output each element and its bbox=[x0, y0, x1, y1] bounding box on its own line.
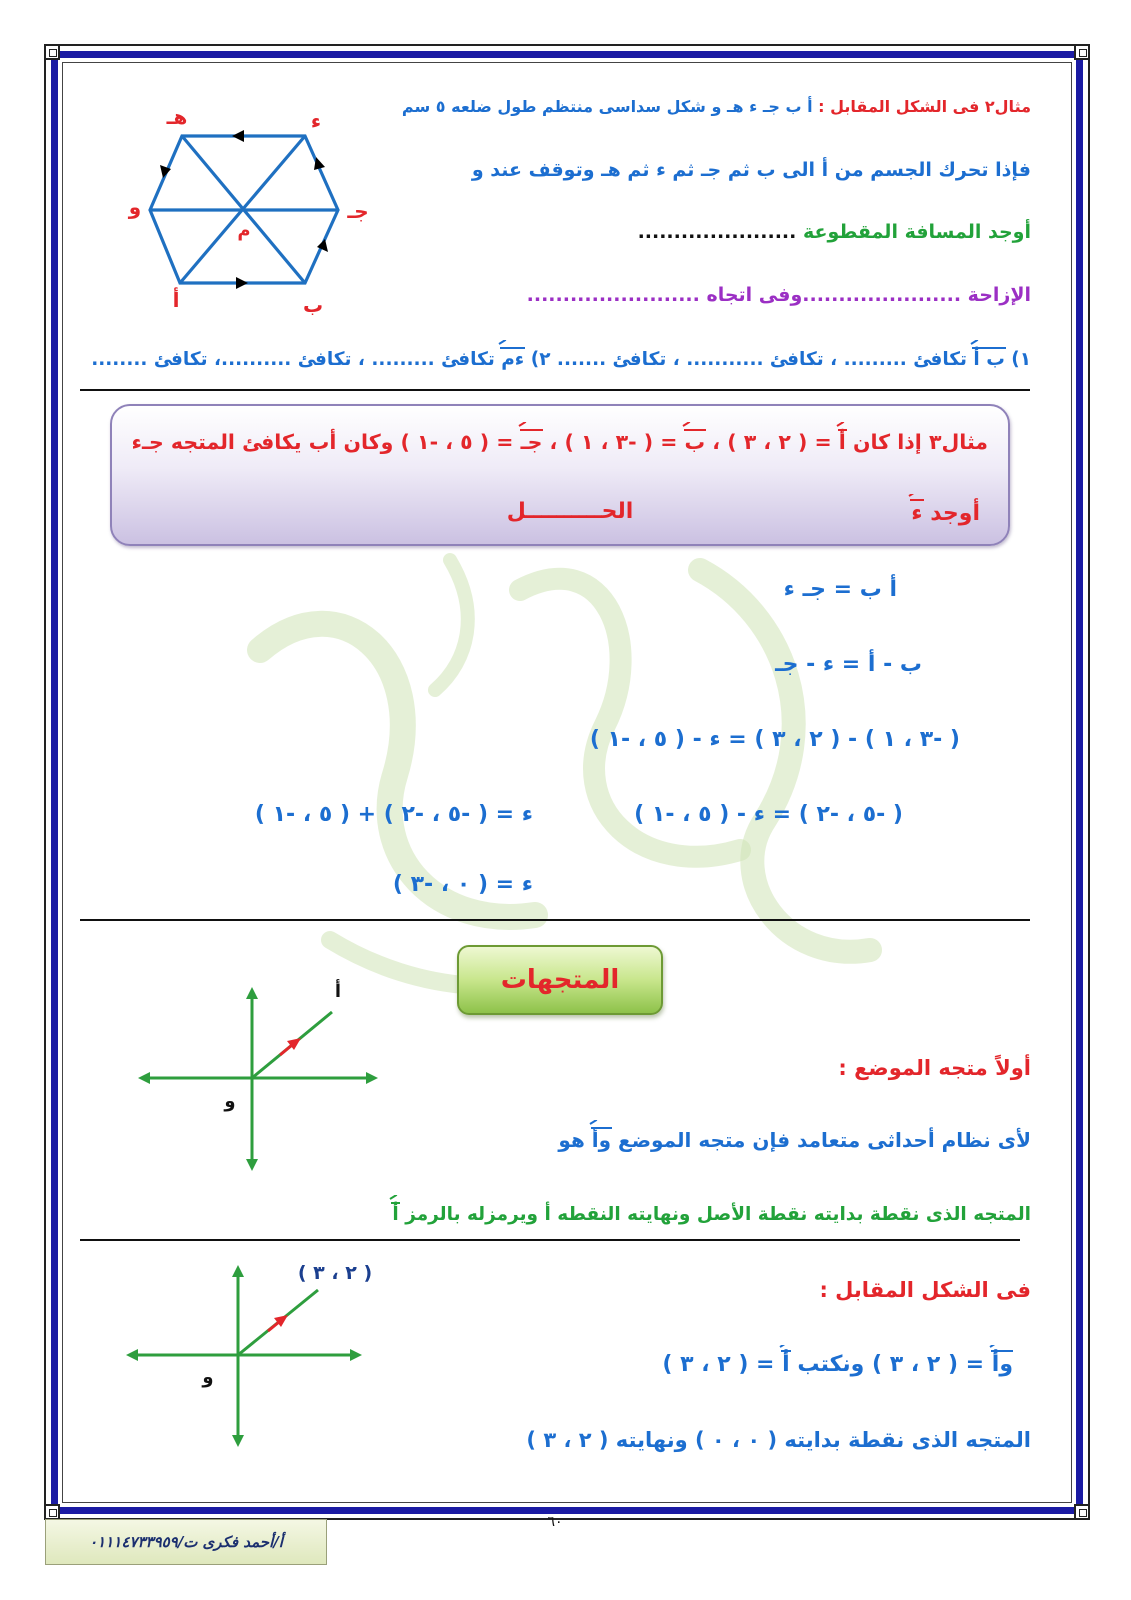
section-title-vectors: المتجهات bbox=[457, 945, 663, 1015]
example3-find bbox=[772, 494, 980, 534]
y-axis-arrowhead bbox=[246, 987, 258, 999]
example-figure-heading: فى الشكل المقابل : bbox=[819, 1278, 1031, 1302]
question1-vector: ب أ bbox=[973, 349, 1005, 370]
equation-value: = ( ٢ ، ٣ ) bbox=[872, 1352, 992, 1377]
definition-vector: وأ bbox=[591, 1128, 612, 1152]
equation-value: = ( ٢ ، ٣ ) bbox=[662, 1352, 783, 1377]
solution-step-6: ء = ( ٠ ، -٣ ) bbox=[392, 872, 533, 897]
hexagon-figure bbox=[120, 100, 380, 320]
position-vector-definition bbox=[420, 1120, 1031, 1160]
vector-b-value: = ( -٣ ، ١ ) ، bbox=[542, 430, 685, 454]
vertex-label-b: ب bbox=[302, 293, 324, 317]
vertex-label-d: ء bbox=[310, 109, 322, 133]
x-axis-arrowhead bbox=[138, 1072, 150, 1084]
example3-box bbox=[110, 404, 1010, 546]
question2-vector: ءم bbox=[501, 349, 525, 370]
definition-text: لأى نظام أحداثى متعامد فإن متجه الموضع bbox=[611, 1128, 1031, 1152]
description-symbol: أ bbox=[392, 1204, 399, 1225]
example3-intro: مثال٣ إذا كان bbox=[845, 430, 988, 454]
vector-arrow bbox=[268, 1322, 279, 1331]
solution-step-1: أ ب = جـ ء bbox=[783, 577, 897, 602]
description-text: المتجه الذى نقطة بدايته نقطة الأصل ونهايته النقطه أ ويرمزله بالرمز bbox=[398, 1204, 1031, 1225]
vector-c: جـ bbox=[520, 430, 543, 454]
frame-corner-ornament bbox=[1074, 1504, 1090, 1520]
example2-hexagon-description: أ ب جـ ء هـ و شكل سداسى منتظم طول ضلعه ٥ سم bbox=[401, 97, 813, 116]
definition-text-end: هو bbox=[558, 1128, 592, 1152]
solution-label: الحــــــــــل bbox=[506, 499, 634, 524]
question1-blanks: تكافئ ......... ، تكافئ ........... ، تكافئ ....... bbox=[550, 349, 974, 370]
example2-statement bbox=[392, 87, 1031, 127]
y-axis-arrowhead bbox=[246, 1159, 258, 1171]
vertex-label-f: و bbox=[128, 195, 142, 219]
section-divider bbox=[80, 389, 1030, 391]
question2-blanks: تكافئ ......... ، تكافئ ..........، تكافئ ........ bbox=[91, 349, 502, 370]
equation-write-word: ونكتب bbox=[789, 1352, 873, 1377]
equation-vector-a: أ bbox=[782, 1352, 790, 1377]
question1-number: ١) bbox=[1004, 349, 1031, 370]
x-axis-arrowhead bbox=[350, 1349, 362, 1361]
example-figure-equations bbox=[420, 1345, 1013, 1385]
vector-a-value: = ( ٢ ، ٣ ) ، bbox=[705, 430, 839, 454]
find-label: أوجد bbox=[922, 501, 980, 526]
example3-statement bbox=[130, 422, 988, 462]
solution-step-2: ب - أ = ء - جـ bbox=[775, 652, 922, 677]
vector-c-value: = ( ٥ ، -١ ) bbox=[393, 430, 521, 454]
section-divider bbox=[80, 1239, 1020, 1241]
vertex-label-e: هـ bbox=[166, 105, 188, 129]
solution-step-5: ء = ( -٥ ، -٢ ) + ( ٥ ، -١ ) bbox=[254, 802, 533, 827]
vector-a: أ bbox=[838, 430, 846, 454]
distance-answer-blank: ...................... bbox=[637, 221, 797, 243]
section-divider bbox=[80, 919, 1030, 921]
vertex-label-c: جـ bbox=[347, 199, 369, 223]
frame-corner-ornament bbox=[1074, 44, 1090, 60]
y-axis-arrowhead bbox=[232, 1435, 244, 1447]
author-credit: أ/أحمد فكرى ت/٠١١١٤٧٣٣٩٥٩ bbox=[45, 1519, 327, 1565]
center-label: م bbox=[237, 220, 251, 241]
solution-step-4: ( -٥ ، -٢ ) = ء - ( ٥ ، -١ ) bbox=[634, 802, 903, 827]
example-figure-endpoints: المتجه الذى نقطة بدايته ( ٠ ، ٠ ) ونهايته ( ٢ ، ٣ ) bbox=[526, 1428, 1031, 1452]
point-coordinates-label: ( ٢ ، ٣ ) bbox=[297, 1262, 373, 1284]
position-vector-heading: أولاً متجه الموضع : bbox=[838, 1056, 1031, 1080]
motion-arrowhead bbox=[232, 130, 244, 142]
example2-title: مثال٢ فى الشكل المقابل : bbox=[812, 97, 1031, 116]
page-number: ٦٠ bbox=[547, 1514, 563, 1530]
distance-prompt: أوجد المسافة المقطوعة bbox=[796, 221, 1031, 243]
equation-vector-oa: وأ bbox=[991, 1352, 1013, 1377]
example3-condition: وكان أب يكافئ المتجه جـء bbox=[131, 430, 394, 454]
motion-arrowhead bbox=[236, 277, 248, 289]
vector-b: ب bbox=[684, 430, 706, 454]
example2-motion: فإذا تحرك الجسم من أ الى ب ثم جـ ثم ء ثم هـ وتوقف عند و bbox=[471, 159, 1031, 181]
position-vector-description bbox=[385, 1195, 1031, 1235]
example2-equivalence-questions bbox=[82, 340, 1031, 380]
x-axis-arrowhead bbox=[126, 1349, 138, 1361]
origin-label: و bbox=[202, 1367, 214, 1388]
frame-corner-ornament bbox=[44, 1504, 60, 1520]
position-vector-arrow bbox=[280, 1045, 292, 1055]
origin-label: و bbox=[224, 1091, 236, 1112]
example2-distance-question bbox=[392, 212, 1031, 252]
x-axis-arrowhead bbox=[366, 1072, 378, 1084]
solution-step-3: ( -٣ ، ١ ) - ( ٢ ، ٣ ) = ء - ( ٥ ، -١ ) bbox=[589, 727, 960, 752]
example2-displacement-question: الإزاحة ......................وفى اتجاه ........................ bbox=[526, 284, 1031, 306]
question2-number: ٢) bbox=[524, 349, 551, 370]
find-vector: ء bbox=[911, 501, 923, 526]
y-axis-arrowhead bbox=[232, 1265, 244, 1277]
vertex-label-a: أ bbox=[172, 288, 180, 312]
position-vector-figure bbox=[130, 975, 390, 1175]
point-a-label: أ bbox=[334, 981, 342, 1002]
frame-corner-ornament bbox=[44, 44, 60, 60]
